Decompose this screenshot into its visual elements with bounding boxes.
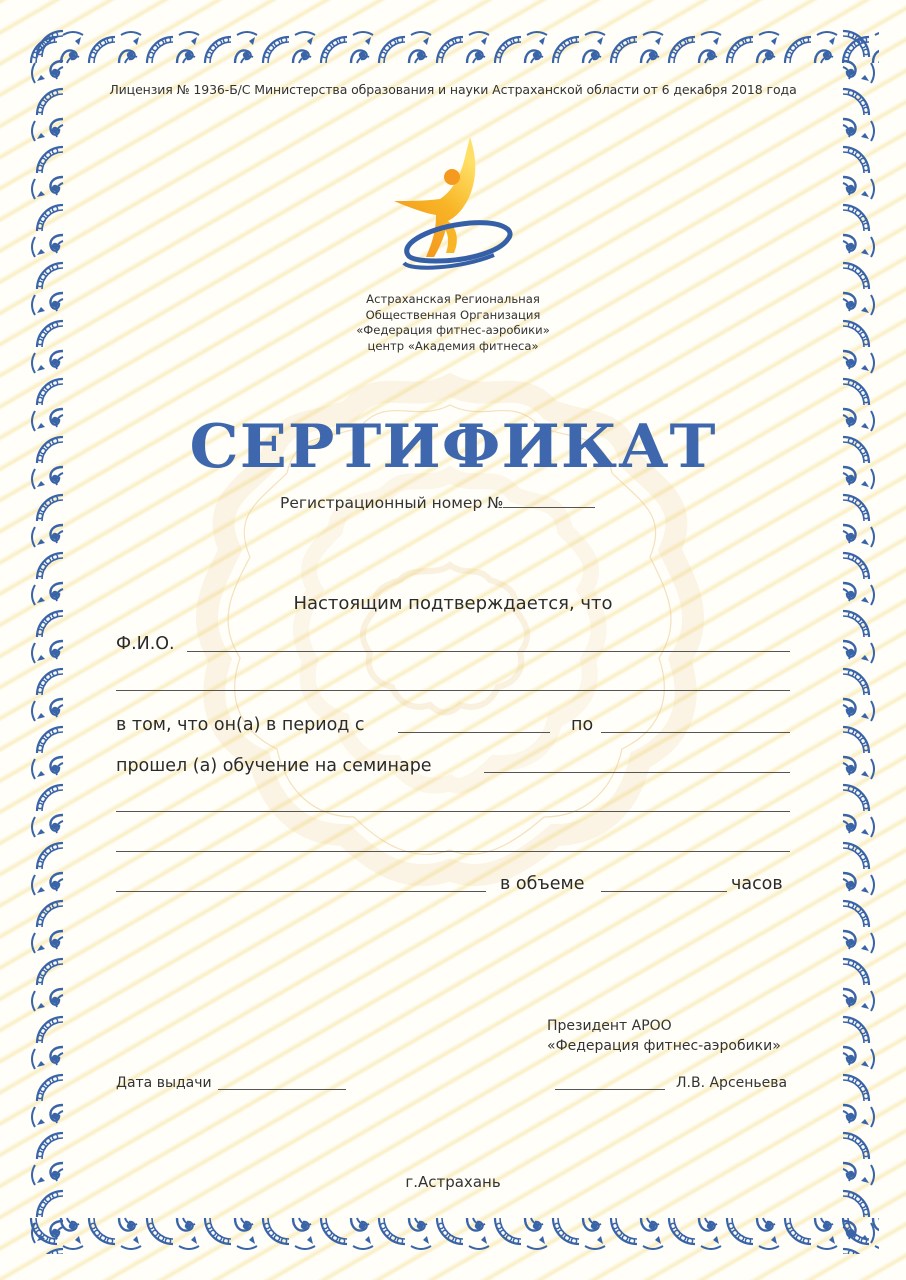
period-label: в том, что он(а) в период с — [116, 715, 365, 735]
seminar-field-continuation-3[interactable] — [116, 891, 486, 892]
registration-number — [280, 494, 595, 512]
certificate-title: СЕРТИФИКАТ — [189, 412, 717, 482]
hours-label: часов — [731, 874, 783, 894]
ornamental-border-left — [27, 27, 67, 1254]
period-from-field[interactable] — [398, 732, 550, 733]
organization-line: «Федерация фитнес-аэробики» — [356, 323, 550, 337]
ornamental-border-bottom — [27, 1214, 879, 1254]
organization-line: Общественная Организация — [365, 307, 541, 322]
signatory-organization: «Федерация фитнес-аэробики» — [547, 1038, 781, 1054]
signatory-title: Президент АРОО — [547, 1018, 672, 1034]
signatory-name: Л.В. Арсеньева — [676, 1075, 788, 1091]
period-to-label: по — [571, 715, 594, 735]
ornament-pattern-icon — [27, 27, 879, 67]
issue-date-label: Дата выдачи — [116, 1075, 212, 1091]
organization-line: центр «Академия фитнеса» — [367, 338, 539, 353]
volume-label: в объеме — [500, 874, 585, 894]
ornamental-border-right — [839, 27, 879, 1254]
ornament-pattern-icon — [27, 1214, 879, 1254]
registration-label: Регистрационный номер № — [280, 494, 504, 512]
period-to-field[interactable] — [601, 732, 790, 733]
fio-label: Ф.И.О. — [116, 634, 175, 654]
seminar-label: прошел (а) обучение на семинаре — [116, 756, 432, 776]
city-name: г.Астрахань — [405, 1173, 501, 1191]
registration-number-field[interactable] — [503, 506, 595, 508]
seminar-field-continuation-2[interactable] — [116, 851, 790, 852]
seminar-field[interactable] — [484, 772, 790, 773]
license-text: Лицензия № 1936-Б/С Министерства образования и науки Астраханской области от 6 декабря 2018 года — [109, 82, 797, 97]
organization-line: Астраханская Региональная — [366, 292, 540, 306]
volume-hours-field[interactable] — [601, 891, 727, 892]
seminar-field-continuation-1[interactable] — [116, 811, 790, 812]
organization-name — [0, 292, 906, 354]
fitness-figure-logo-icon — [390, 135, 520, 275]
fio-field[interactable] — [187, 651, 790, 652]
fio-field-continuation[interactable] — [116, 690, 790, 691]
ornament-pattern-icon — [839, 27, 879, 1254]
issue-date-field[interactable] — [218, 1089, 346, 1090]
ornament-pattern-icon — [27, 27, 67, 1254]
ornamental-border-top — [27, 27, 879, 67]
signature-field[interactable] — [555, 1089, 665, 1090]
confirmation-text: Настоящим подтверждается, что — [293, 593, 613, 614]
